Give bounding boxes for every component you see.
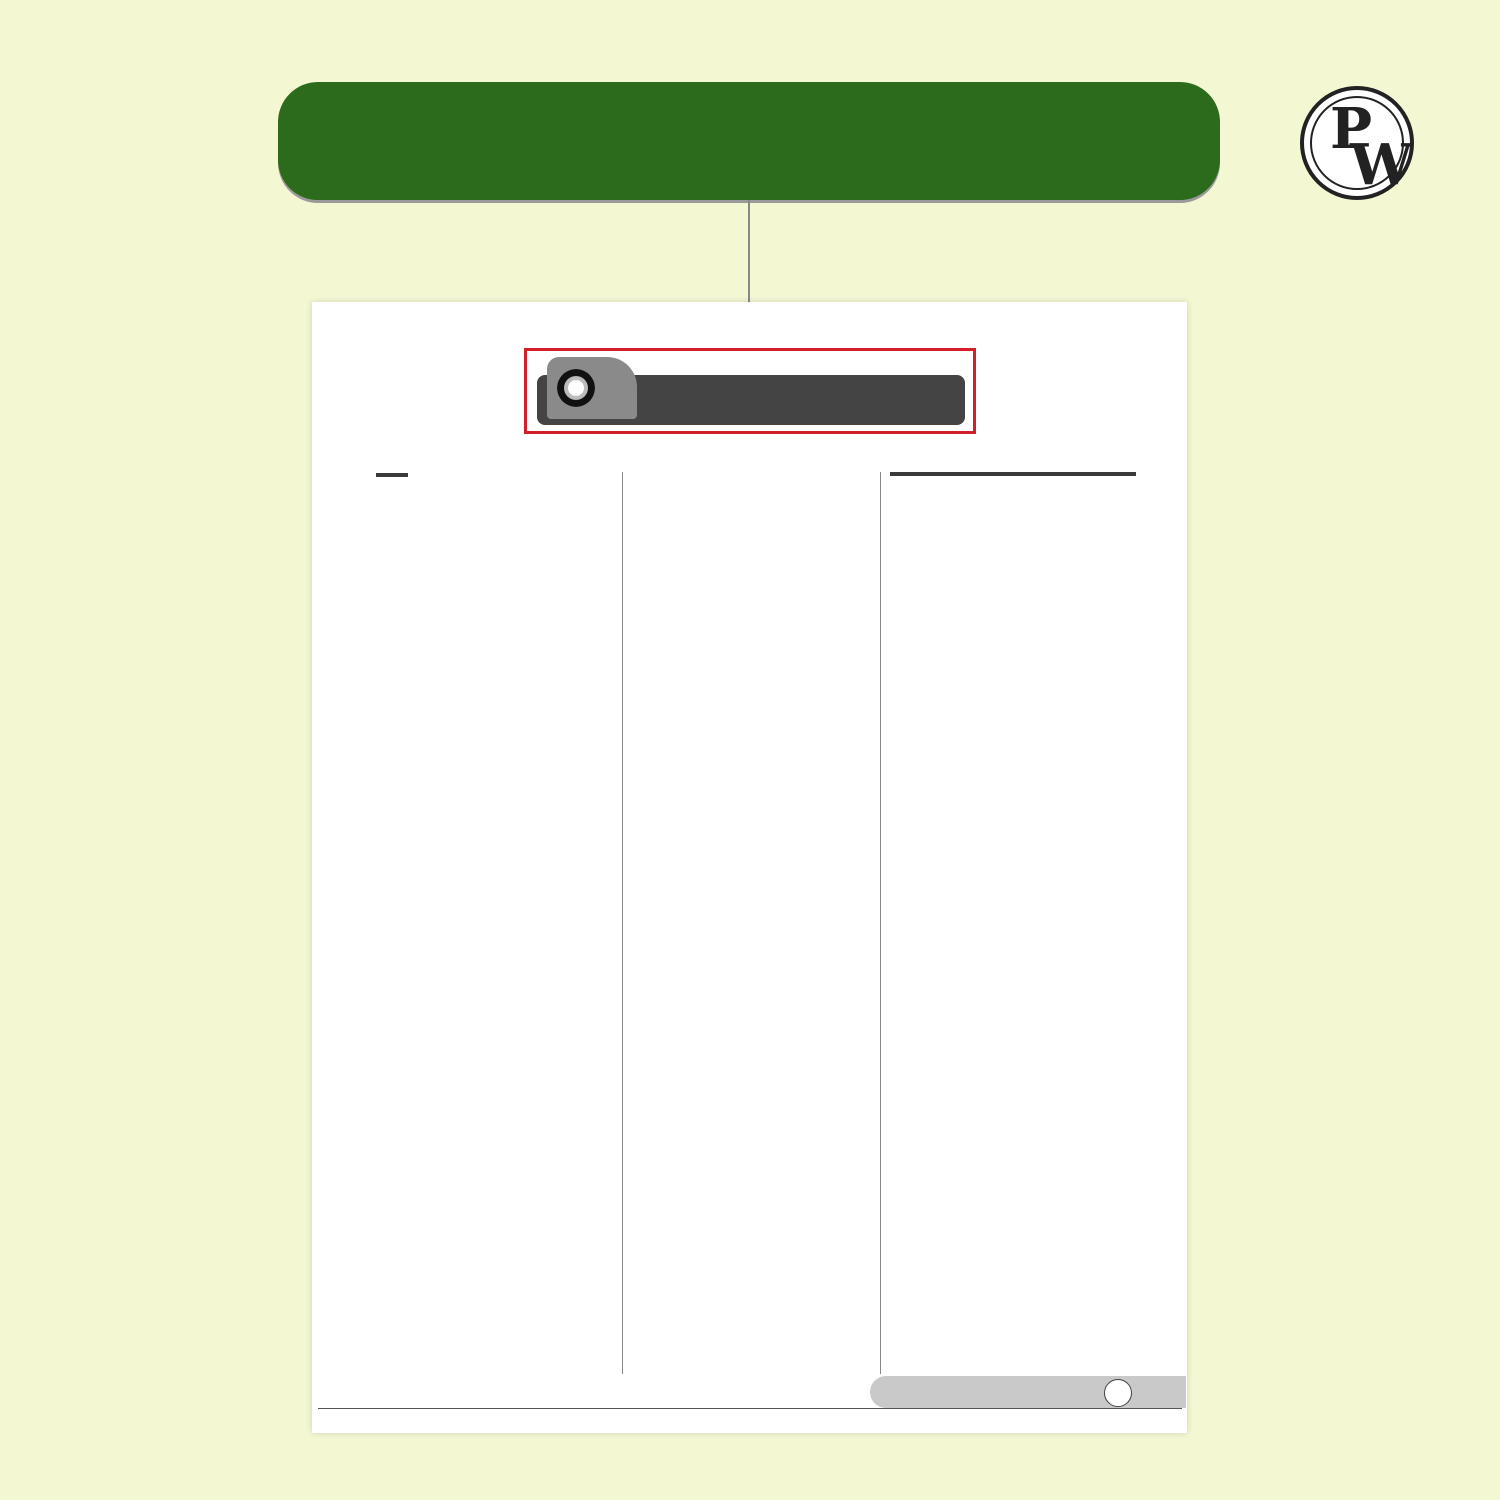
page-header-frame <box>524 348 976 434</box>
connector-line <box>748 200 750 312</box>
column-3 <box>892 468 1132 474</box>
logo-letter-p: P <box>1330 96 1373 162</box>
pw-logo <box>1300 86 1414 200</box>
logo-letter-w: W <box>1350 132 1413 198</box>
title-banner <box>278 82 1220 200</box>
book-page <box>312 302 1187 1433</box>
page-footer <box>870 1376 1186 1408</box>
column-1 <box>378 468 612 488</box>
bottom-rule <box>318 1408 1182 1409</box>
lens-icon <box>557 369 595 407</box>
column-divider <box>880 472 881 1374</box>
column-divider <box>622 472 623 1374</box>
page-number <box>1104 1379 1132 1407</box>
